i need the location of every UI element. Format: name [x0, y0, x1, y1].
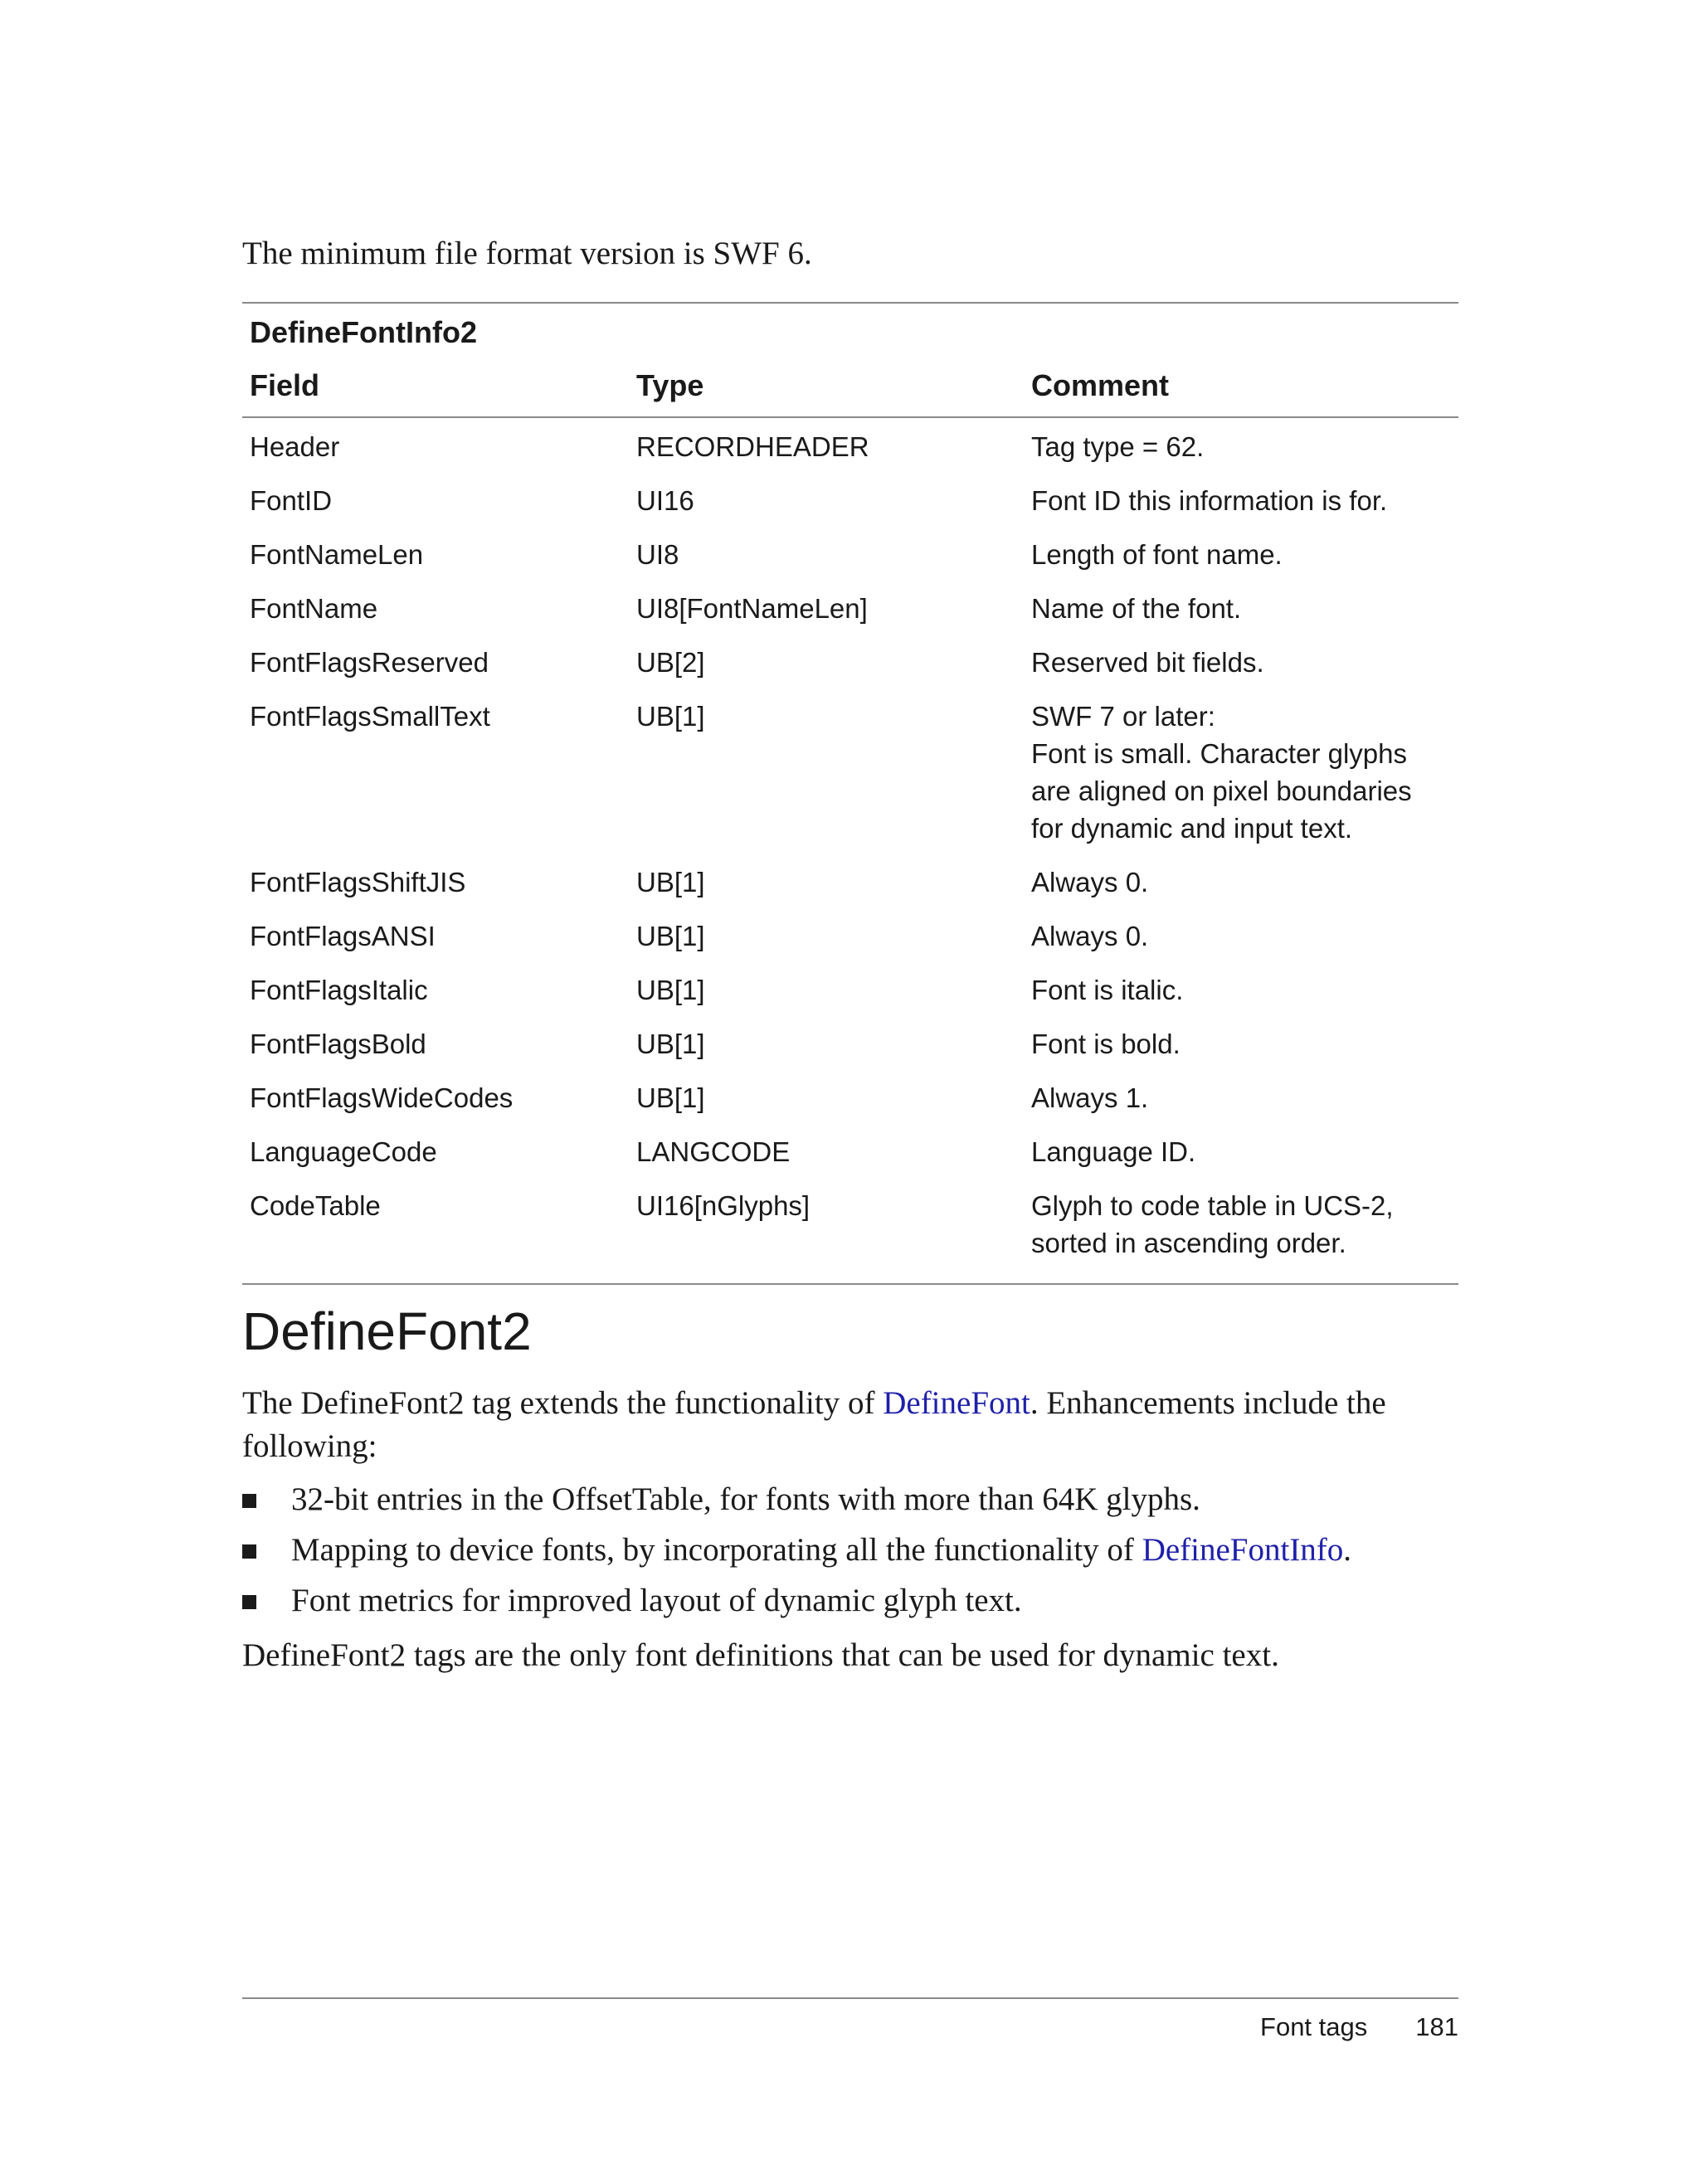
cell-comment [1031, 1187, 1458, 1262]
table-row [242, 1133, 1458, 1187]
cell-field: FontFlagsANSI [250, 921, 436, 951]
table-row [242, 863, 1458, 917]
table-row [242, 1187, 1458, 1278]
para1-text-after: . Enhancements include the following: [242, 1385, 1386, 1464]
cell-comment [1031, 1133, 1458, 1170]
enhancements-list [242, 1478, 1458, 1630]
cell-comment [1031, 1025, 1458, 1063]
cell-comment [1031, 590, 1458, 627]
cell-type: UB[1] [636, 701, 705, 732]
table-row [242, 428, 1458, 482]
cell-comment [1031, 917, 1458, 955]
cell-type: UB[1] [636, 1029, 705, 1059]
list-item-text: Mapping to device fonts, by incorporating all the functionality of [291, 1532, 1142, 1568]
comment-line: Language ID. [1031, 1136, 1196, 1167]
table-body [242, 418, 1458, 1283]
section-heading: DefineFont2 [242, 1301, 532, 1361]
table-header-row [242, 362, 1458, 418]
cell-comment [1031, 482, 1458, 519]
cell-type: UB[1] [636, 867, 705, 897]
cell-type: UB[2] [636, 647, 705, 678]
square-bullet-icon [242, 1544, 256, 1559]
cell-comment [1031, 536, 1458, 573]
section-intro-paragraph [242, 1382, 1404, 1468]
cell-type: UI16[nGlyphs] [636, 1190, 811, 1221]
cell-field: FontID [250, 485, 333, 516]
cell-comment [1031, 428, 1458, 465]
table-row [242, 482, 1458, 536]
cell-field: FontFlagsBold [250, 1029, 426, 1059]
definefontinfo-link[interactable]: DefineFontInfo [1142, 1532, 1344, 1568]
page-number: 181 [1415, 2012, 1458, 2041]
square-bullet-icon [242, 1595, 256, 1609]
table-row [242, 1079, 1458, 1133]
table-row [242, 590, 1458, 644]
cell-type: UI8 [636, 539, 679, 570]
comment-line: Tag type = 62. [1031, 431, 1205, 462]
cell-field: FontFlagsItalic [250, 975, 428, 1005]
cell-field: FontFlagsWideCodes [250, 1082, 514, 1113]
table-row [242, 1025, 1458, 1079]
list-item [242, 1478, 1458, 1521]
comment-line: Reserved bit fields. [1031, 647, 1264, 678]
definefontinfo2-table [242, 302, 1458, 1285]
table-row [242, 917, 1458, 971]
comment-line: SWF 7 or later: [1031, 701, 1215, 732]
list-item-text: Font metrics for improved layout of dynamic glyph text. [291, 1583, 1022, 1618]
table-row [242, 644, 1458, 698]
comment-line: Name of the font. [1031, 593, 1242, 624]
cell-field: FontNameLen [250, 539, 424, 570]
comment-line: for dynamic and input text. [1031, 813, 1353, 844]
comment-line: Font is small. Character glyphs [1031, 738, 1407, 769]
comment-line: Always 1. [1031, 1082, 1149, 1113]
list-item [242, 1529, 1458, 1572]
table-title: DefineFontInfo2 [250, 315, 477, 349]
cell-field: CodeTable [250, 1190, 381, 1221]
page-footer [1260, 2011, 1458, 2044]
table-row [242, 971, 1458, 1025]
cell-type: UI16 [636, 485, 694, 516]
cell-field: LanguageCode [250, 1136, 437, 1167]
list-item-text: 32-bit entries in the OffsetTable, for fonts with more than 64K glyphs. [291, 1481, 1200, 1517]
footer-section-name: Font tags [1260, 2012, 1368, 2041]
header-comment: Comment [1031, 368, 1170, 402]
comment-line: are aligned on pixel boundaries [1031, 776, 1412, 806]
cell-type: LANGCODE [636, 1136, 791, 1167]
cell-type: UB[1] [636, 921, 705, 951]
definefont-link[interactable]: DefineFont [883, 1385, 1030, 1421]
cell-type: UB[1] [636, 1082, 705, 1113]
cell-field: FontFlagsReserved [250, 647, 489, 678]
cell-field: FontFlagsShiftJIS [250, 867, 466, 897]
intro-paragraph: The minimum file format version is SWF 6. [242, 236, 812, 271]
comment-line: Always 0. [1031, 867, 1149, 897]
cell-comment [1031, 971, 1458, 1009]
comment-line: Length of font name. [1031, 539, 1283, 570]
comment-line: Glyph to code table in UCS-2, [1031, 1190, 1394, 1221]
cell-comment [1031, 644, 1458, 681]
list-item-text-after: . [1343, 1532, 1352, 1568]
comment-line: Always 0. [1031, 921, 1149, 951]
comment-line: Font is bold. [1031, 1029, 1181, 1059]
cell-field: Header [250, 431, 340, 462]
square-bullet-icon [242, 1494, 256, 1508]
para1-text-before: The DefineFont2 tag extends the functionality of [242, 1385, 884, 1421]
comment-line: Font is italic. [1031, 975, 1184, 1005]
cell-field: FontName [250, 593, 378, 624]
closing-paragraph: DefineFont2 tags are the only font definitions that can be used for dynamic text. [242, 1637, 1279, 1673]
cell-comment [1031, 1079, 1458, 1116]
cell-comment [1031, 698, 1458, 847]
comment-line: sorted in ascending order. [1031, 1228, 1346, 1258]
cell-field: FontFlagsSmallText [250, 701, 490, 732]
header-type: Type [636, 368, 704, 402]
table-row [242, 536, 1458, 590]
cell-type: UI8[FontNameLen] [636, 593, 868, 624]
list-item [242, 1579, 1458, 1622]
header-field: Field [250, 368, 320, 402]
cell-type: RECORDHEADER [636, 431, 869, 462]
footer-divider [242, 1997, 1458, 1999]
table-row [242, 698, 1458, 863]
cell-type: UB[1] [636, 975, 705, 1005]
comment-line: Font ID this information is for. [1031, 485, 1388, 516]
cell-comment [1031, 863, 1458, 901]
